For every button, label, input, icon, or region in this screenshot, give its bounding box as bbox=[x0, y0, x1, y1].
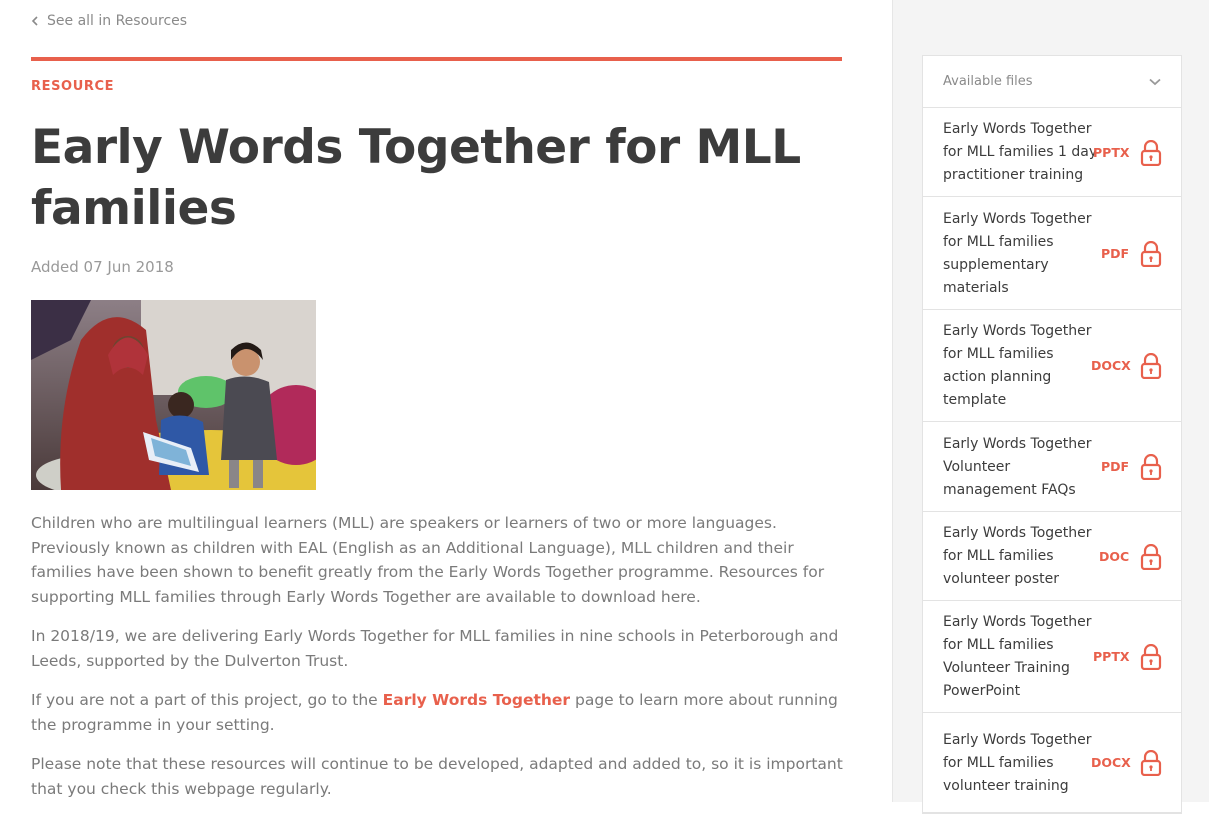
file-type-badge: PDF bbox=[1101, 459, 1130, 474]
file-item[interactable] bbox=[923, 601, 1181, 713]
file-name: Early Words Together for MLL families supplementary materials bbox=[943, 211, 1092, 296]
added-date: Added 07 Jun 2018 bbox=[31, 258, 174, 276]
file-type-badge: PDF bbox=[1101, 246, 1130, 261]
paragraph-text: page to learn more about running the programme in your setting. bbox=[31, 691, 838, 734]
file-name: Early Words Together for MLL families 1 day practitioner training bbox=[943, 121, 1098, 183]
lock-icon bbox=[1140, 140, 1162, 166]
chevron-down-icon bbox=[1149, 78, 1161, 86]
file-item[interactable] bbox=[923, 108, 1181, 197]
available-files-panel bbox=[922, 55, 1182, 814]
file-item[interactable] bbox=[923, 422, 1181, 512]
file-type-badge: DOCX bbox=[1091, 755, 1131, 770]
back-link-label: See all in Resources bbox=[47, 13, 188, 29]
back-link[interactable] bbox=[31, 13, 187, 29]
file-type-badge: DOC bbox=[1099, 549, 1130, 564]
file-type-badge: DOCX bbox=[1091, 358, 1131, 373]
file-type-badge: PPTX bbox=[1093, 145, 1130, 160]
chevron-left-icon bbox=[31, 16, 39, 26]
content-type-label: RESOURCE bbox=[31, 79, 115, 94]
file-name: Early Words Together for MLL families action planning template bbox=[943, 323, 1092, 408]
file-list bbox=[923, 108, 1181, 813]
file-item[interactable] bbox=[923, 713, 1181, 813]
file-item[interactable] bbox=[923, 197, 1181, 310]
file-name: Early Words Together Volunteer management FAQs bbox=[943, 436, 1092, 498]
page-title: Early Words Together for MLL families bbox=[31, 120, 801, 236]
file-item[interactable] bbox=[923, 310, 1181, 422]
lock-icon bbox=[1140, 353, 1162, 379]
lock-icon bbox=[1140, 644, 1162, 670]
lock-icon bbox=[1140, 750, 1162, 776]
lock-icon bbox=[1140, 241, 1162, 267]
paragraph bbox=[31, 688, 843, 737]
paragraph: Children who are multilingual learners (MLL) are speakers or learners of two or more languages. Previously known as children with EAL (English as an Additional Language), MLL children and their families have been shown to benefit greatly from the Early Words Together programme. Resources for supporting MLL families through Early Words Together are available to download here. bbox=[31, 514, 825, 606]
lock-icon bbox=[1140, 454, 1162, 480]
article-body bbox=[31, 511, 843, 816]
header-divider bbox=[31, 57, 842, 61]
paragraph-text: If you are not a part of this project, go to the bbox=[31, 691, 383, 709]
lock-icon bbox=[1140, 544, 1162, 570]
available-files-heading: Available files bbox=[943, 74, 1033, 89]
file-type-badge: PPTX bbox=[1093, 649, 1130, 664]
resource-photo bbox=[31, 300, 316, 490]
available-files-toggle[interactable] bbox=[923, 56, 1181, 108]
file-name: Early Words Together for MLL families volunteer training bbox=[943, 732, 1092, 794]
paragraph: In 2018/19, we are delivering Early Words Together for MLL families in nine schools in Peterborough and Leeds, supported by the Dulverton Trust. bbox=[31, 627, 839, 670]
file-name: Early Words Together for MLL families Volunteer Training PowerPoint bbox=[943, 614, 1092, 699]
file-item[interactable] bbox=[923, 512, 1181, 601]
file-name: Early Words Together for MLL families volunteer poster bbox=[943, 525, 1092, 587]
paragraph: Please note that these resources will continue to be developed, adapted and added to, so it is important that you check this webpage regularly. bbox=[31, 755, 843, 798]
early-words-together-link[interactable]: Early Words Together bbox=[382, 691, 571, 709]
